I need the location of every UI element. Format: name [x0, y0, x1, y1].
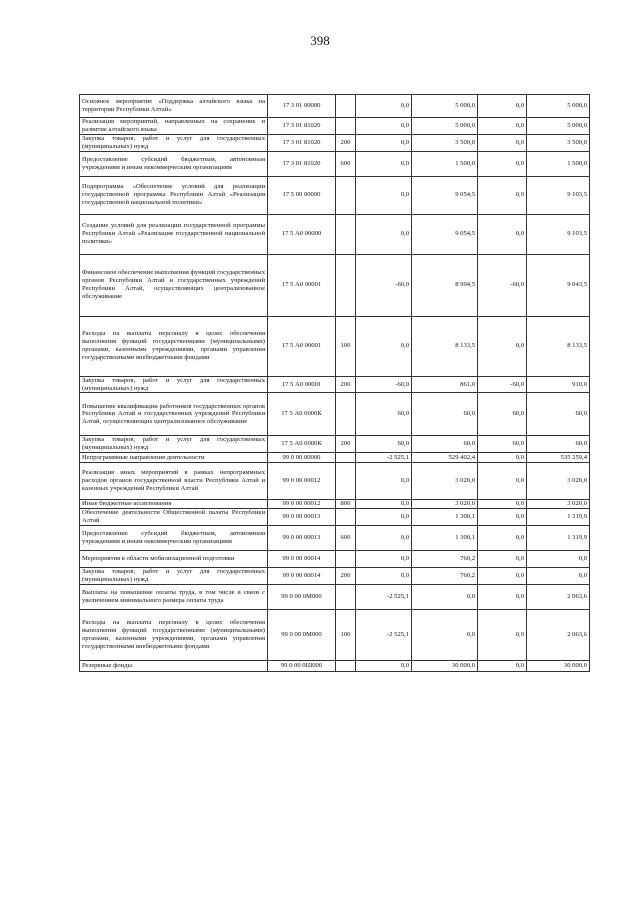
row-value-3-cell: 60,0: [478, 436, 527, 453]
row-value-1-cell: 60,0: [356, 393, 412, 436]
row-csr-cell: 99 0 00 0Ш000: [268, 660, 336, 671]
row-csr-cell: 99 0 00 00014: [268, 568, 336, 585]
page-number: 398: [310, 33, 330, 48]
table-row: [80, 436, 590, 453]
row-vr-cell: 200: [336, 376, 356, 393]
row-value-2-cell: 60,0: [412, 436, 478, 453]
row-value-4-cell: 1 500,0: [527, 151, 590, 176]
row-value-4-cell: 2 063,6: [527, 609, 590, 660]
table-row: [80, 568, 590, 585]
row-value-2-cell: 0,0: [412, 584, 478, 609]
table-row: [80, 316, 590, 376]
row-value-1-cell: -60,0: [356, 254, 412, 316]
row-name-cell: Предоставление субсидий бюджетным, автономным учреждениям и иным некоммерческим организациям: [80, 151, 268, 176]
row-value-4-cell: 5 000,0: [527, 118, 590, 135]
table-row: [80, 118, 590, 135]
row-csr-cell: 17 5 А0 0000К: [268, 393, 336, 436]
row-vr-cell: [336, 176, 356, 214]
row-value-2-cell: 3 020,0: [412, 463, 478, 500]
row-value-2-cell: 9 054,5: [412, 214, 478, 254]
row-value-1-cell: 60,0: [356, 436, 412, 453]
row-value-4-cell: 3 020,0: [527, 500, 590, 509]
row-value-4-cell: 3 500,0: [527, 134, 590, 151]
row-vr-cell: [336, 393, 356, 436]
row-value-2-cell: 1 300,1: [412, 526, 478, 551]
row-csr-cell: 17 3 01 81020: [268, 118, 336, 135]
table-row: [80, 551, 590, 568]
row-value-3-cell: 0,0: [478, 551, 527, 568]
row-vr-cell: 800: [336, 500, 356, 509]
row-value-4-cell: 0,0: [527, 551, 590, 568]
row-value-3-cell: 0,0: [478, 134, 527, 151]
row-value-3-cell: 0,0: [478, 453, 527, 463]
row-value-4-cell: 9 103,5: [527, 176, 590, 214]
row-vr-cell: [336, 118, 356, 135]
row-value-1-cell: 0,0: [356, 500, 412, 509]
budget-table-body: [80, 95, 590, 672]
row-value-1-cell: 0,0: [356, 214, 412, 254]
row-vr-cell: [336, 551, 356, 568]
row-value-2-cell: 1 300,1: [412, 509, 478, 526]
row-value-2-cell: 760,2: [412, 551, 478, 568]
row-vr-cell: 100: [336, 609, 356, 660]
row-value-3-cell: -60,0: [478, 376, 527, 393]
row-csr-cell: 17 5 00 00000: [268, 176, 336, 214]
row-vr-cell: 100: [336, 316, 356, 376]
table-row: [80, 176, 590, 214]
row-vr-cell: [336, 95, 356, 118]
row-name-cell: Резервные фонды: [80, 660, 268, 671]
row-name-cell: Иные бюджетные ассигнования: [80, 500, 268, 509]
row-csr-cell: 17 5 А0 00000: [268, 214, 336, 254]
row-value-3-cell: 0,0: [478, 95, 527, 118]
row-value-1-cell: -2 525,1: [356, 453, 412, 463]
row-value-1-cell: 0,0: [356, 151, 412, 176]
table-row: [80, 95, 590, 118]
row-value-2-cell: 60,0: [412, 393, 478, 436]
row-csr-cell: 17 3 01 00000: [268, 95, 336, 118]
row-value-1-cell: -60,0: [356, 376, 412, 393]
row-value-2-cell: 8 133,5: [412, 316, 478, 376]
row-vr-cell: [336, 660, 356, 671]
row-vr-cell: 200: [336, 134, 356, 151]
row-value-2-cell: 8 994,5: [412, 254, 478, 316]
row-value-3-cell: 0,0: [478, 526, 527, 551]
table-row: [80, 254, 590, 316]
row-name-cell: Финансовое обеспечение выполнения функций государственных органов Республики Алтай и государственных учреждений Республики Алтай, осуществляющих централизованное обслуживание: [80, 254, 268, 316]
row-value-2-cell: 9 054,5: [412, 176, 478, 214]
table-row: [80, 509, 590, 526]
row-value-3-cell: 0,0: [478, 176, 527, 214]
row-value-4-cell: 0,0: [527, 568, 590, 585]
row-value-2-cell: 5 000,0: [412, 95, 478, 118]
row-value-4-cell: 8 133,5: [527, 316, 590, 376]
row-csr-cell: 17 3 01 81020: [268, 151, 336, 176]
row-name-cell: Непрограммные направления деятельности: [80, 453, 268, 463]
row-value-4-cell: 910,0: [527, 376, 590, 393]
row-value-1-cell: 0,0: [356, 526, 412, 551]
row-value-3-cell: 0,0: [478, 316, 527, 376]
row-name-cell: Реализация иных мероприятий в рамках непрограммных расходов органов государственной власти Республики Алтай и казенных учреждений Республики Алтай: [80, 463, 268, 500]
row-value-1-cell: -2 525,1: [356, 584, 412, 609]
row-value-3-cell: -60,0: [478, 254, 527, 316]
row-value-1-cell: -2 525,1: [356, 609, 412, 660]
row-vr-cell: 600: [336, 526, 356, 551]
row-value-3-cell: 0,0: [478, 660, 527, 671]
row-csr-cell: 99 0 00 0М000: [268, 584, 336, 609]
row-value-2-cell: 1 500,0: [412, 151, 478, 176]
row-value-4-cell: 30 000,0: [527, 660, 590, 671]
row-vr-cell: 600: [336, 151, 356, 176]
row-value-2-cell: 529 402,4: [412, 453, 478, 463]
row-value-1-cell: 0,0: [356, 568, 412, 585]
row-vr-cell: [336, 453, 356, 463]
row-value-3-cell: 0,0: [478, 214, 527, 254]
row-value-4-cell: 535 259,4: [527, 453, 590, 463]
row-value-4-cell: 5 000,0: [527, 95, 590, 118]
table-row: [80, 134, 590, 151]
row-value-4-cell: 9 043,5: [527, 254, 590, 316]
row-name-cell: Обеспечение деятельности Общественной палаты Республики Алтай: [80, 509, 268, 526]
row-value-4-cell: 60,0: [527, 436, 590, 453]
row-value-1-cell: 0,0: [356, 509, 412, 526]
row-csr-cell: 99 0 00 00013: [268, 509, 336, 526]
row-value-1-cell: 0,0: [356, 95, 412, 118]
table-row: [80, 393, 590, 436]
table-row: [80, 463, 590, 500]
row-name-cell: Реализация мероприятий, направленных на сохранение и развитие алтайского языка: [80, 118, 268, 135]
row-name-cell: Закупка товаров, работ и услуг для государственных (муниципальных) нужд: [80, 568, 268, 585]
table-row: [80, 453, 590, 463]
row-value-4-cell: 1 319,9: [527, 509, 590, 526]
row-value-2-cell: 5 000,0: [412, 118, 478, 135]
row-value-3-cell: 0,0: [478, 463, 527, 500]
table-row: [80, 151, 590, 176]
row-name-cell: Закупка товаров, работ и услуг для государственных (муниципальных) нужд: [80, 376, 268, 393]
row-value-2-cell: 861,0: [412, 376, 478, 393]
table-row: [80, 584, 590, 609]
table-row: [80, 609, 590, 660]
row-name-cell: Предоставление субсидий бюджетным, автономным учреждениям и иным некоммерческим организациям: [80, 526, 268, 551]
row-csr-cell: 17 5 А0 00001: [268, 254, 336, 316]
row-name-cell: Расходы на выплаты персоналу в целях обеспечения выполнения функций государственными (муниципальными) органами, казенными учреждениями, органами управления государственными внебюджетными фондами: [80, 609, 268, 660]
row-csr-cell: 99 0 00 00013: [268, 526, 336, 551]
row-value-2-cell: 760,2: [412, 568, 478, 585]
row-name-cell: Закупка товаров, работ и услуг для государственных (муниципальных) нужд: [80, 134, 268, 151]
row-name-cell: Расходы на выплаты персоналу в целях обеспечения выполнения функций государственными (муниципальными) органами, казенными учреждениями, органами управления государственными внебюджетными фондами: [80, 316, 268, 376]
row-value-4-cell: 1 319,9: [527, 526, 590, 551]
row-csr-cell: 99 0 00 00012: [268, 463, 336, 500]
row-csr-cell: 17 5 А0 00001: [268, 316, 336, 376]
row-value-2-cell: 30 000,0: [412, 660, 478, 671]
row-vr-cell: [336, 509, 356, 526]
row-value-3-cell: 0,0: [478, 584, 527, 609]
row-csr-cell: 99 0 00 0М000: [268, 609, 336, 660]
row-csr-cell: 99 0 00 00000: [268, 453, 336, 463]
row-value-4-cell: 2 063,6: [527, 584, 590, 609]
row-name-cell: Закупка товаров, работ и услуг для государственных (муниципальных) нужд: [80, 436, 268, 453]
row-value-4-cell: 3 020,0: [527, 463, 590, 500]
row-value-3-cell: 60,0: [478, 393, 527, 436]
row-value-1-cell: 0,0: [356, 463, 412, 500]
table-row: [80, 526, 590, 551]
row-value-2-cell: 3 500,0: [412, 134, 478, 151]
row-csr-cell: 17 5 А0 00001: [268, 376, 336, 393]
row-value-2-cell: 3 020,0: [412, 500, 478, 509]
row-value-1-cell: 0,0: [356, 134, 412, 151]
row-vr-cell: 200: [336, 568, 356, 585]
row-csr-cell: 99 0 00 00014: [268, 551, 336, 568]
row-vr-cell: 200: [336, 436, 356, 453]
row-value-1-cell: 0,0: [356, 551, 412, 568]
row-value-1-cell: 0,0: [356, 118, 412, 135]
row-csr-cell: 17 5 А0 0000К: [268, 436, 336, 453]
row-name-cell: Мероприятия в области мобилизационной подготовки: [80, 551, 268, 568]
row-value-3-cell: 0,0: [478, 118, 527, 135]
row-csr-cell: 99 0 00 00012: [268, 500, 336, 509]
row-value-2-cell: 0,0: [412, 609, 478, 660]
row-name-cell: Повышение квалификации работников государственных органов Республики Алтай и государственных учреждений Республики Алтай, осуществляющих централизованное обслуживание: [80, 393, 268, 436]
row-value-1-cell: 0,0: [356, 316, 412, 376]
row-value-4-cell: 60,0: [527, 393, 590, 436]
row-value-3-cell: 0,0: [478, 568, 527, 585]
row-value-4-cell: 9 103,5: [527, 214, 590, 254]
row-value-3-cell: 0,0: [478, 151, 527, 176]
row-vr-cell: [336, 254, 356, 316]
row-name-cell: Основное мероприятие «Поддержка алтайского языка на территории Республики Алтай»: [80, 95, 268, 118]
row-value-3-cell: 0,0: [478, 509, 527, 526]
row-value-3-cell: 0,0: [478, 609, 527, 660]
row-value-3-cell: 0,0: [478, 500, 527, 509]
table-row: [80, 660, 590, 671]
budget-table: [79, 94, 590, 672]
row-vr-cell: [336, 463, 356, 500]
row-value-1-cell: 0,0: [356, 660, 412, 671]
table-row: [80, 376, 590, 393]
row-csr-cell: 17 3 01 81020: [268, 134, 336, 151]
row-name-cell: Подпрограмма «Обеспечение условий для реализации государственной программы Республики Алтай «Реализация государственной национальной политики»: [80, 176, 268, 214]
row-vr-cell: [336, 584, 356, 609]
row-name-cell: Создание условий для реализации государственной программы Республики Алтай «Реализация государственной национальной политики»: [80, 214, 268, 254]
row-vr-cell: [336, 214, 356, 254]
row-name-cell: Выплаты на повышение оплаты труда, в том числе в связи с увеличением минимального размера оплаты труда: [80, 584, 268, 609]
table-row: [80, 500, 590, 509]
row-value-1-cell: 0,0: [356, 176, 412, 214]
table-row: [80, 214, 590, 254]
